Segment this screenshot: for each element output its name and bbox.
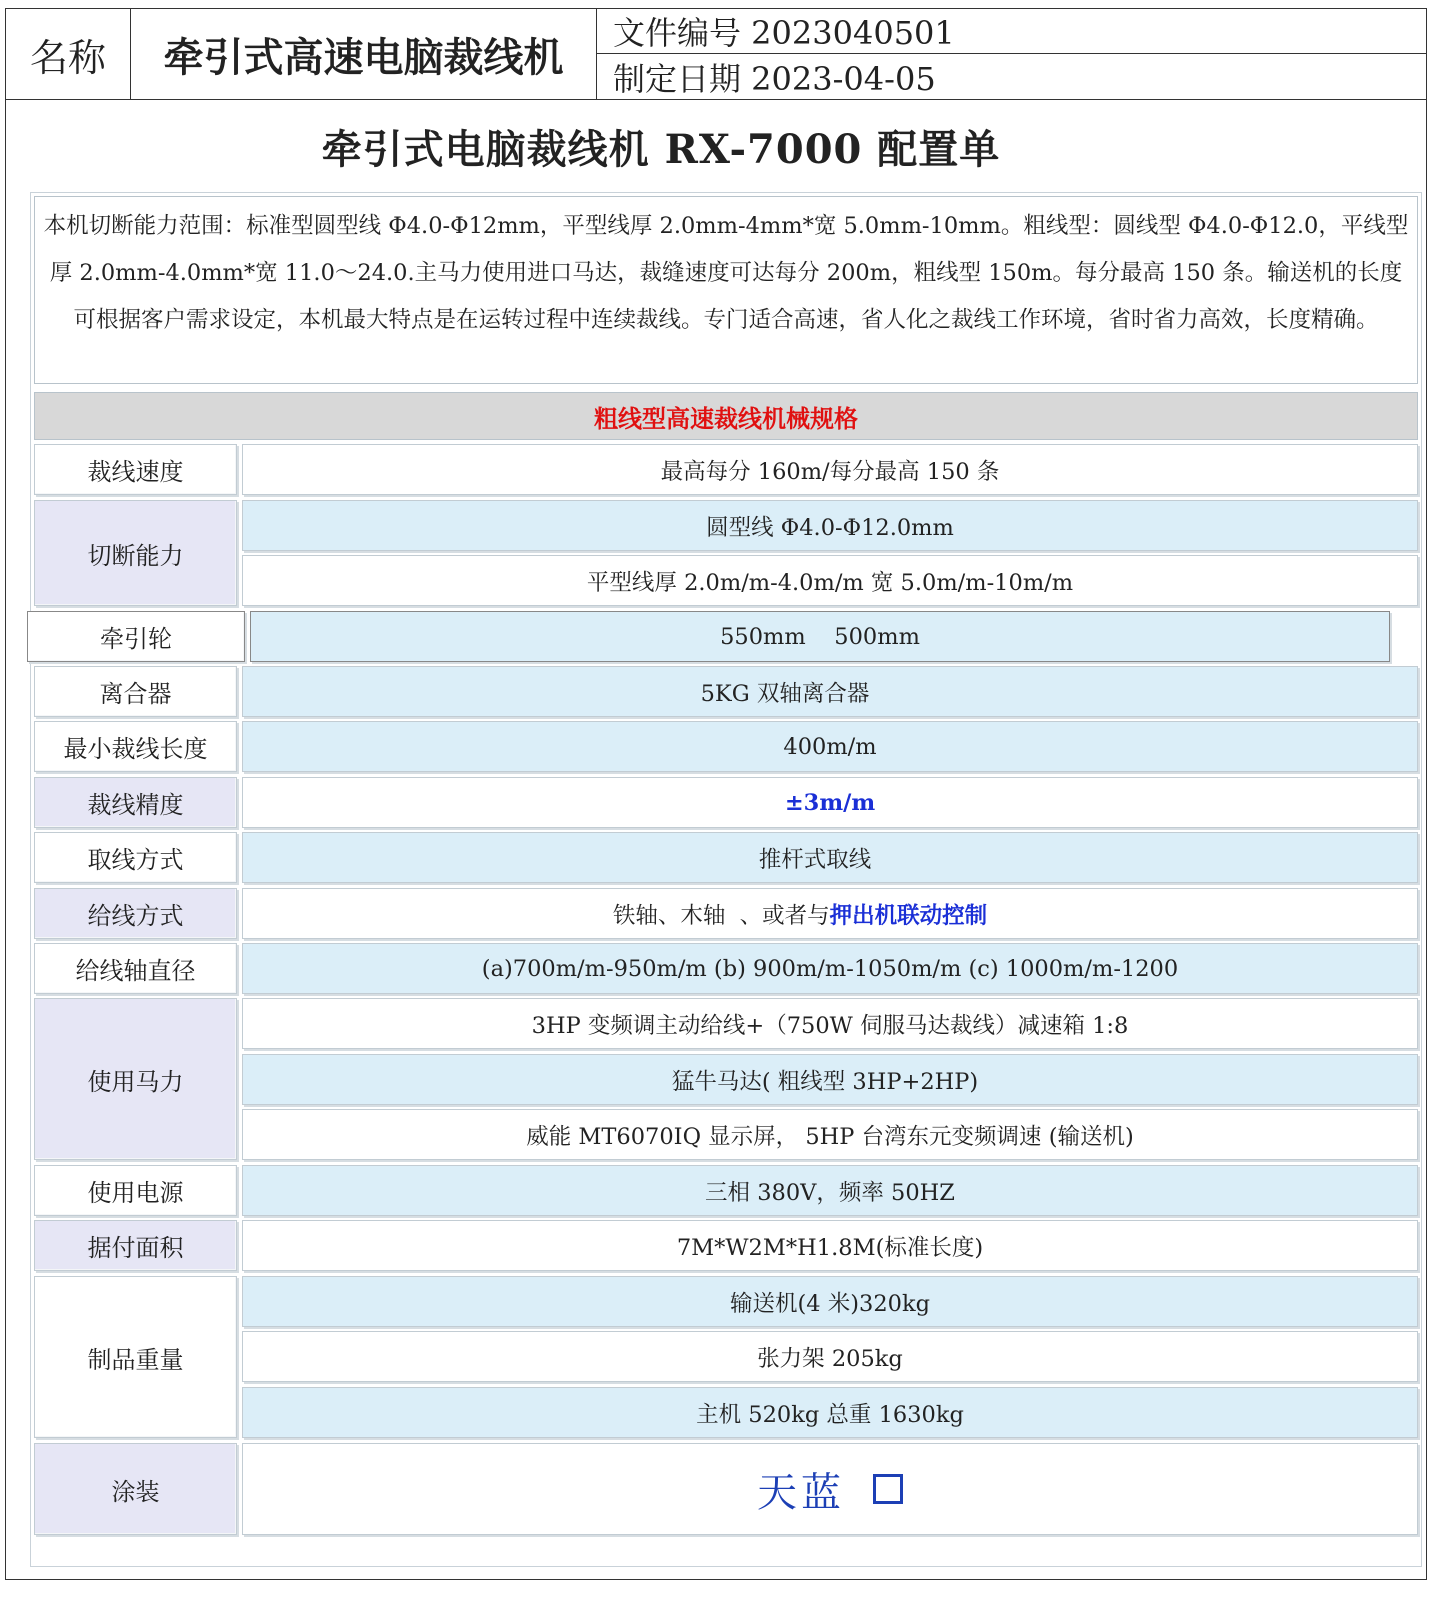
value-weight-1: 输送机(4 米)320kg: [242, 1276, 1418, 1327]
value-precision: ±3m/m: [242, 777, 1418, 828]
value-paint: [242, 1443, 1418, 1535]
paint-color-text: 天蓝: [757, 1469, 845, 1516]
value-power-2: 猛牛马达( 粗线型 3HP+2HP): [242, 1054, 1418, 1105]
value-cut-flat: 平型线厚 2.0m/m-4.0m/m 宽 5.0m/m-10m/m: [242, 555, 1418, 606]
label-supply: 使用电源: [34, 1165, 237, 1216]
section-title: 粗线型高速裁线机械规格: [34, 392, 1418, 440]
label-paint: 涂装: [34, 1443, 237, 1535]
value-area: 7M*W2M*H1.8M(标准长度): [242, 1220, 1418, 1271]
value-power-3: 威能 MT6070IQ 显示屏， 5HP 台湾东元变频调速 (输送机): [242, 1109, 1418, 1160]
label-speed: 裁线速度: [34, 444, 237, 495]
label-pickup: 取线方式: [34, 832, 237, 883]
value-min-length: 400m/m: [242, 721, 1418, 772]
label-weight: 制品重量: [34, 1276, 237, 1438]
value-supply: 三相 380V，频率 50HZ: [242, 1165, 1418, 1216]
label-area: 据付面积: [34, 1220, 237, 1271]
feed-plain: 铁轴、木轴 、或者与: [612, 902, 830, 929]
label-clutch: 离合器: [34, 666, 237, 717]
label-precision: 裁线精度: [34, 777, 237, 828]
value-weight-2: 张力架 205kg: [242, 1331, 1418, 1382]
page-title: 牵引式电脑裁线机 RX-7000 配置单: [321, 126, 1001, 173]
doc-info: [597, 9, 1426, 99]
description: 本机切断能力范围：标准型圆型线 Φ4.0-Φ12mm，平型线厚 2.0mm-4mm*宽 5.0mm-10mm。粗线型：圆线型 Φ4.0-Φ12.0，平线型厚 2.0mm-4.0mm*宽 11.0～24.0.主马力使用进口马达，裁缝速度可达每分 200m，粗线型 150m。每分最高 150 条。输送机的长度可根据客户需求设定，本机最大特点是在运转过程中连续裁线。专门适合高速，省人化之裁线工作环境，省时省力高效，长度精确。: [34, 196, 1418, 384]
value-feed: [242, 888, 1418, 939]
value-speed: 最高每分 160m/每分最高 150 条: [242, 444, 1418, 495]
value-clutch: 5KG 双轴离合器: [242, 666, 1418, 717]
value-feed-diameter: (a)700m/m-950m/m (b) 900m/m-1050m/m (c) 1000m/m-1200: [242, 943, 1418, 994]
name-label: 名称: [6, 9, 131, 99]
label-wheel: 牵引轮: [27, 611, 245, 662]
doc-date: 制定日期 2023-04-05: [613, 59, 936, 98]
label-cut: 切断能力: [34, 500, 237, 606]
doc-number: 文件编号 2023040501: [597, 9, 1426, 54]
value-power-1: 3HP 变频调主动给线+（750W 伺服马达裁线）减速箱 1:8: [242, 998, 1418, 1049]
value-cut-round: 圆型线 Φ4.0-Φ12.0mm: [242, 500, 1418, 551]
label-feed-diameter: 给线轴直径: [34, 943, 237, 994]
label-power: 使用马力: [34, 998, 237, 1160]
label-min-length: 最小裁线长度: [34, 721, 237, 772]
feed-highlight: 押出机联动控制: [829, 902, 988, 929]
label-feed: 给线方式: [34, 888, 237, 939]
value-weight-3: 主机 520kg 总重 1630kg: [242, 1387, 1418, 1438]
value-wheel: 550mm 500mm: [250, 611, 1390, 662]
product-name: 牵引式高速电脑裁线机: [131, 9, 597, 99]
document-header: [5, 8, 1427, 100]
value-pickup: 推杆式取线: [242, 832, 1418, 883]
color-swatch-icon: [873, 1474, 903, 1504]
